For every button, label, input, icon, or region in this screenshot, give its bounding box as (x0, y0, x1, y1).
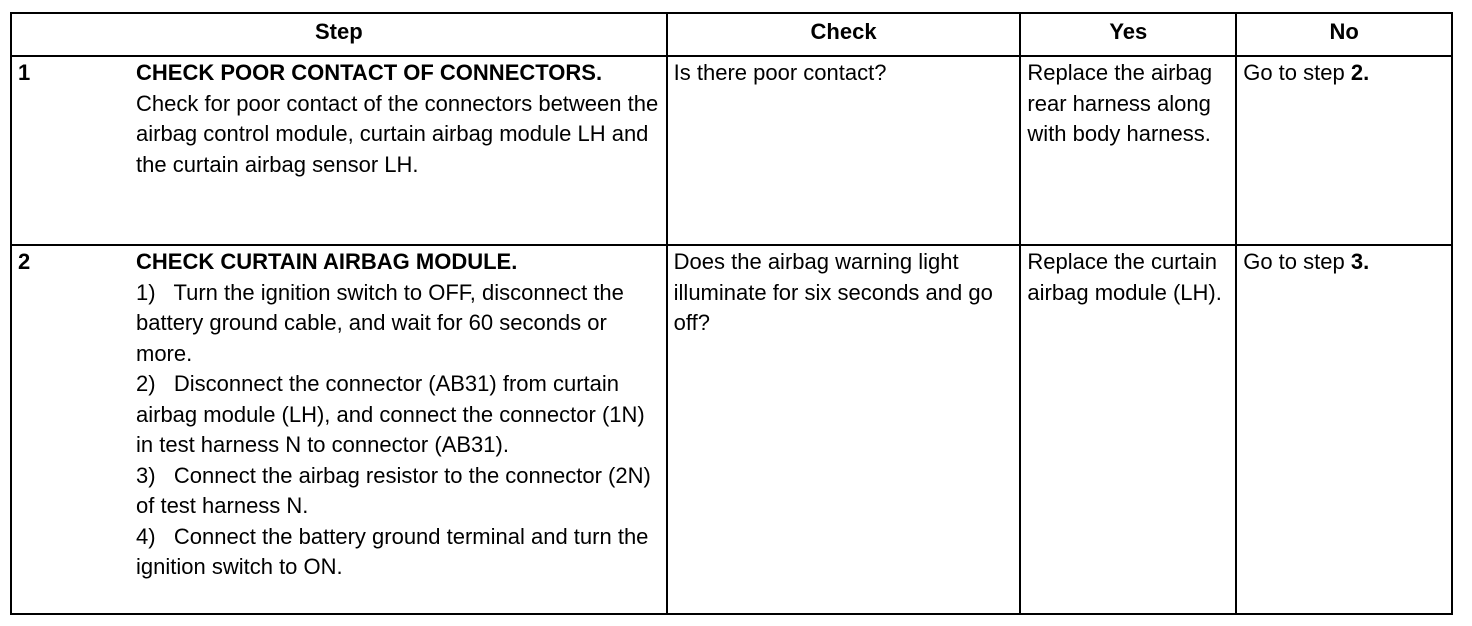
step-number: 2 (18, 249, 31, 274)
no-cell (1236, 245, 1452, 614)
table-row (11, 245, 1452, 614)
check-cell: Is there poor contact? (667, 56, 1021, 245)
yes-cell: Replace the airbag rear harness along with body harness. (1020, 56, 1236, 245)
header-no: No (1236, 13, 1452, 56)
no-text: Go to step (1243, 60, 1351, 85)
step-number: 1 (18, 60, 31, 85)
header-yes: Yes (1020, 13, 1236, 56)
step-description: Check for poor contact of the connectors between the airbag control module, curtain airbag module LH and the curtain airbag sensor LH. (136, 90, 659, 177)
step-instruction-1: 1) Turn the ignition switch to OFF, disconnect the battery ground cable, and wait for 60 seconds or more. (136, 279, 624, 366)
step-title: CHECK POOR CONTACT OF CONNECTORS. (136, 60, 603, 85)
step-instruction-2: 2) Disconnect the connector (AB31) from curtain airbag module (LH), and connect the connector (1N) in test harness N to connector (AB31). (136, 371, 645, 457)
no-cell (1236, 56, 1452, 245)
no-suffix: . (1363, 249, 1370, 274)
step-instruction-4: 4) Connect the battery ground terminal and turn the ignition switch to ON. (136, 523, 649, 579)
step-instruction-3: 3) Connect the airbag resistor to the connector (2N) of test harness N. (136, 462, 651, 518)
no-text: Go to step (1243, 249, 1351, 274)
step-title: CHECK CURTAIN AIRBAG MODULE. (136, 249, 518, 274)
no-step-number: 2 (1350, 60, 1364, 85)
diagnostic-table (10, 12, 1453, 615)
step-cell (11, 245, 667, 614)
yes-cell: Replace the curtain airbag module (LH). (1020, 245, 1236, 614)
header-check: Check (667, 13, 1021, 56)
header-step: Step (11, 13, 667, 56)
check-cell: Does the airbag warning light illuminate for six seconds and go off? (667, 245, 1021, 614)
no-suffix: . (1363, 60, 1370, 85)
step-cell (11, 56, 667, 245)
table-header-row (11, 13, 1452, 56)
no-step-number: 3 (1350, 249, 1364, 274)
table-row (11, 56, 1452, 245)
